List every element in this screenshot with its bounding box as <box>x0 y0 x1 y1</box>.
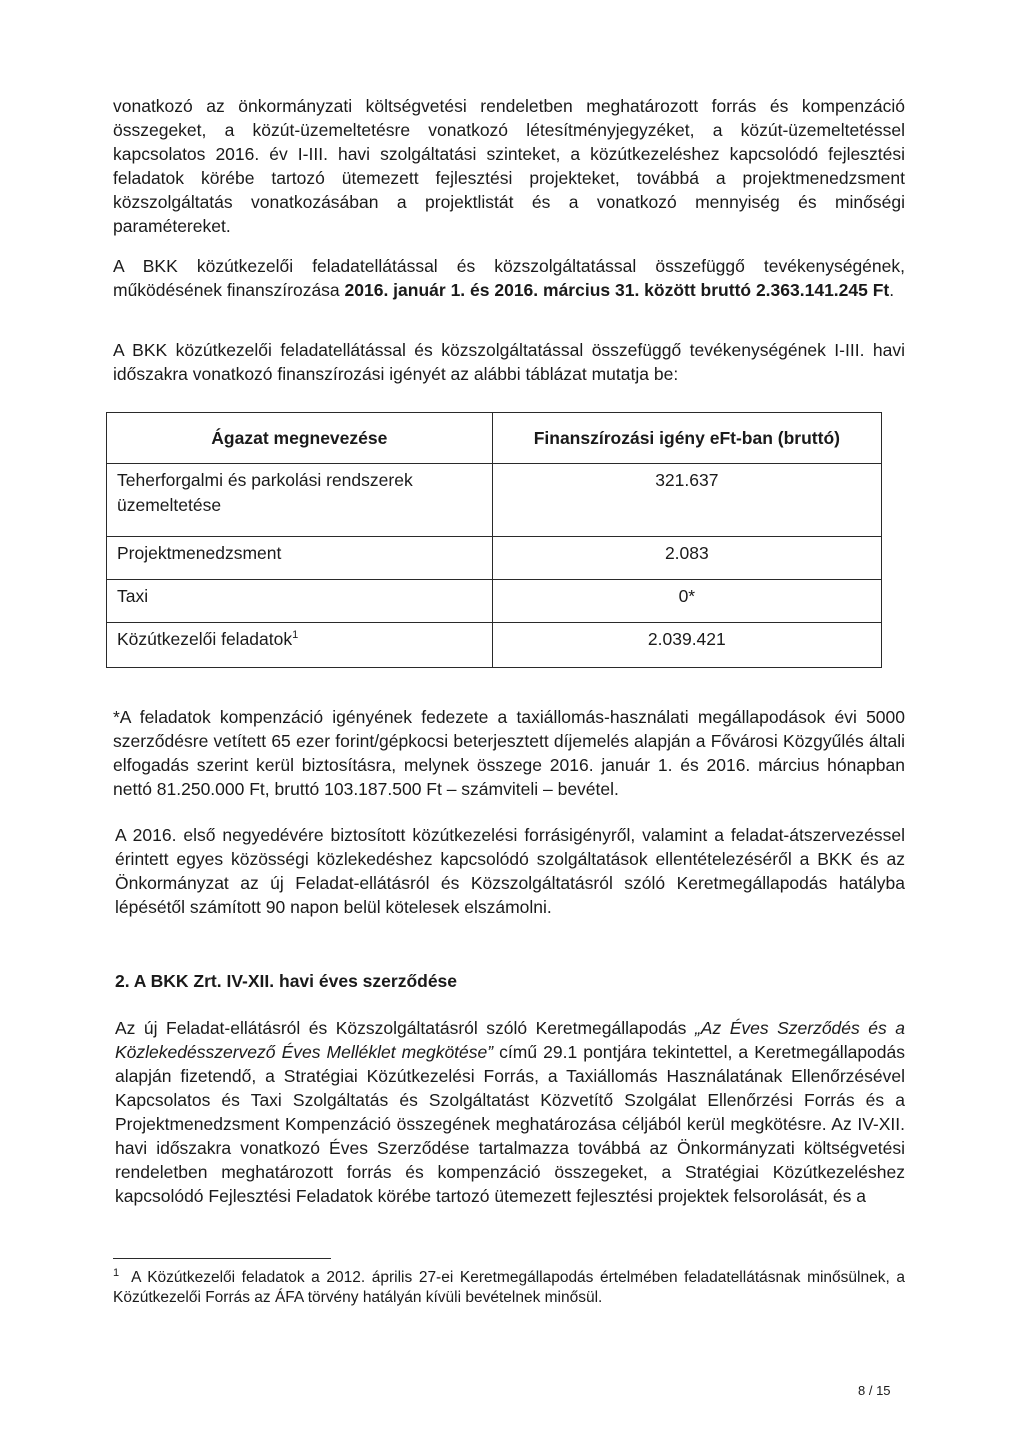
financing-table <box>106 412 882 668</box>
table-header-amount: Finanszírozási igény eFt-ban (bruttó) <box>492 413 881 464</box>
footnote-divider <box>113 1258 331 1259</box>
annual-contract-text-cont: című 29.1 pontjára tekintettel, a Keretmegállapodás alapján fizetendő, a Stratégiai Közútkezelési Forrás, a Taxiállomás Használatának Ellenőrzésével Kapcsolatos és Taxi Szolgáltatás és Szolgáltatást Közvetítő Szolgálat Ellenőrzési Forrás és a Projektmenedzsment Kompenzáció összegének meghatározása céljából kerül megkötésre. Az IV-XII. havi időszakra vonatkozó Éves Szerződése tartalmazza továbbá az Önkormányzati költségvetési rendeletben meghatározott forrás és kompenzáció összegeket, a Stratégiai Közútkezeléshez kapcsolódó Fejlesztési Feladatok körébe tartozó ütemezett fejlesztési projektek felsorolását, és a <box>115 1042 905 1206</box>
footnote-reference: 1 <box>292 629 299 642</box>
annual-contract-text: Az új Feladat-ellátásról és Közszolgáltatásról szóló Keretmegállapodás <box>115 1018 695 1038</box>
footnote <box>113 1268 905 1308</box>
paragraph-table-intro: A BKK közútkezelői feladatellátással és közszolgáltatással összefüggő tevékenységének I-III. havi időszakra vonatkozó finanszírozási igényét az alábbi táblázat mutatja be: <box>113 340 905 384</box>
financing-text: A BKK közútkezelői feladatellátással és közszolgáltatással összefüggő tevékenységének, működésének finanszírozása <box>113 256 905 300</box>
footnote-text: A Közútkezelői feladatok a 2012. április 27-ei Keretmegállapodás értelmében feladatellátásnak minősülnek, a Közútkezelői Forrás az ÁFA törvény hatályán kívüli bevételnek minősül. <box>113 1269 905 1306</box>
table-cell-amount: 0* <box>492 580 881 623</box>
paragraph-intro: vonatkozó az önkormányzati költségvetési rendeletben meghatározott forrás és kompenzáció összegeket, a közút-üzemeltetésre vonatkozó létesítményjegyzéket, a közút-üzemeltetéssel kapcsolatos 2016. év I-III. havi szolgáltatási szinteket, a közútkezeléshez kapcsolódó fejlesztési feladatok körébe tartozó ütemezett fejlesztési projekteket, továbbá a projektmenedzsment közszolgáltatás vonatkozásában a projektlistát és a vonatkozó mennyiség és minőségi paramétereket. <box>113 96 905 236</box>
table-cell-amount: 2.039.421 <box>492 623 881 668</box>
table-header-sector: Ágazat megnevezése <box>107 413 493 464</box>
table-cell-sector: Taxi <box>107 580 493 623</box>
table-row <box>107 464 882 537</box>
financing-text-end: . <box>889 280 895 300</box>
table-row <box>107 580 882 623</box>
table-row <box>107 623 882 668</box>
table-header-row <box>107 413 882 464</box>
section-heading: 2. A BKK Zrt. IV-XII. havi éves szerződése <box>115 971 458 991</box>
table-cell-amount: 2.083 <box>492 537 881 580</box>
table-row <box>107 537 882 580</box>
table-cell-sector <box>107 623 493 668</box>
paragraph-settlement: A 2016. első negyedévére biztosított közútkezelési forrásigényről, valamint a feladat-átszervezéssel érintett egyes közösségi közlekedéshez kapcsolódó szolgáltatások ellentételezéséről a BKK és az Önkormányzat az új Feladat-ellátásról és Közszolgáltatásról szóló Keretmegállapodás hatályba lépésétől számított 90 napon belül kötelesek elszámolni. <box>115 825 905 917</box>
table-cell-sector: Teherforgalmi és parkolási rendszerek üzemeltetése <box>107 464 493 537</box>
paragraph-annual-contract <box>115 1016 905 1208</box>
page-number: 8 / 15 <box>858 1383 891 1398</box>
financing-amount: 2016. január 1. és 2016. március 31. között bruttó 2.363.141.245 Ft <box>344 280 890 300</box>
table-cell-sector: Projektmenedzsment <box>107 537 493 580</box>
paragraph-financing <box>113 254 905 302</box>
table-cell-amount: 321.637 <box>492 464 881 537</box>
annual-contract-quote: „Az Éves Szerződés és a Közlekedésszervező Éves Melléklet megkötése” <box>115 1018 905 1062</box>
paragraph-taxi-note: *A feladatok kompenzáció igényének fedezete a taxiállomás-használati megállapodások évi 5000 szerződésre vetített 65 ezer forint/gépkocsi beterjesztett díjemelés alapján a Fővárosi Közgyűlés általi elfogadás szerint kerül biztosításra, melynek összege 2016. január 1. és 2016. március hónapban nettó 81.250.000 Ft, bruttó 103.187.500 Ft – számviteli – bevétel. <box>113 707 905 799</box>
footnote-mark: 1 <box>113 1266 120 1279</box>
table-cell-sector-text: Közútkezelői feladatok <box>117 629 293 649</box>
